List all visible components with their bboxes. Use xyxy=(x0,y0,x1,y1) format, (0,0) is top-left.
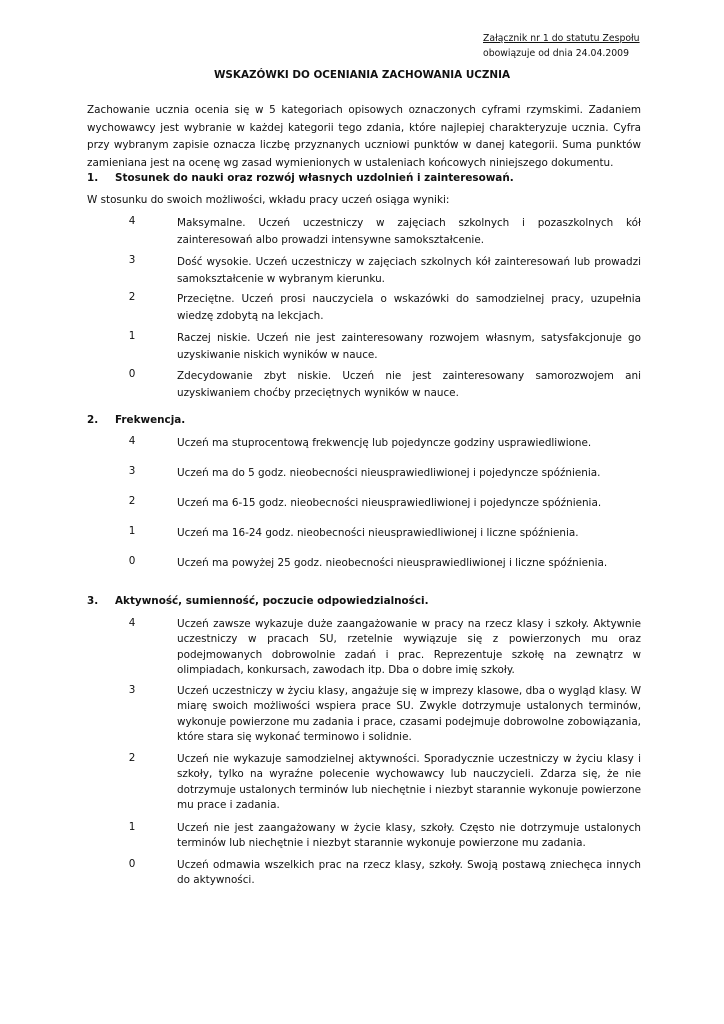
section-3-heading xyxy=(87,595,429,607)
points-value: 0 xyxy=(128,555,136,567)
criterion-text: Uczeń nie wykazuje samodzielnej aktywności. Sporadycznie uczestniczy w życiu klasy i szkoły, tylko na wyraźne polecenie wychowawcy lub nauczycieli. Zdarza się, że nie dotrzymuje ustalonych terminów lub niechętnie i niezbyt starannie wykonuje powierzone mu prace i zadania. xyxy=(177,753,641,811)
points-value: 4 xyxy=(128,617,136,629)
points-value: 3 xyxy=(128,465,136,477)
section-number: 2. xyxy=(87,414,99,426)
criterion-item xyxy=(87,752,641,813)
points-value: 1 xyxy=(128,821,136,833)
criterion-item xyxy=(87,435,641,452)
criterion-item xyxy=(87,291,641,325)
criterion-item xyxy=(87,684,641,745)
criterion-item xyxy=(87,215,641,249)
document-title: WSKAZÓWKI DO OCENIANIA ZACHOWANIA UCZNIA xyxy=(213,69,511,81)
attachment-line-2: obowiązuje od dnia 24.04.2009 xyxy=(483,48,629,59)
criterion-item xyxy=(87,821,641,852)
criterion-item xyxy=(87,555,641,572)
criterion-text: Uczeń ma stuprocentową frekwencję lub pojedyncze godziny usprawiedliwione. xyxy=(177,437,592,449)
criterion-text: Uczeń ma 6-15 godz. nieobecności nieusprawiedliwionej i pojedyncze spóźnienia. xyxy=(177,497,602,509)
criterion-item xyxy=(87,495,641,512)
criterion-text: Przeciętne. Uczeń prosi nauczyciela o wskazówki do samodzielnej pracy, uzupełnia wiedzę zdobytą na lekcjach. xyxy=(177,293,641,322)
criterion-item xyxy=(87,525,641,542)
section-2-heading xyxy=(87,414,185,426)
criterion-text: Maksymalne. Uczeń uczestniczy w zajęciach szkolnych i pozaszkolnych kół zainteresowań albo prowadzi intensywne samokształcenie. xyxy=(177,217,641,246)
criterion-item xyxy=(87,858,641,889)
section-1-lead: W stosunku do swoich możliwości, wkładu pracy uczeń osiąga wyniki: xyxy=(87,194,450,206)
points-value: 2 xyxy=(128,495,136,507)
points-value: 1 xyxy=(128,330,136,342)
criterion-text: Uczeń odmawia wszelkich prac na rzecz klasy, szkoły. Swoją postawą zniechęca innych do aktywności. xyxy=(177,859,641,887)
criterion-text: Uczeń uczestniczy w życiu klasy, angażuje się w imprezy klasowe, dba o wygląd klasy. W miarę swoich możliwości wspiera prace SU. Zwykle dotrzymuje ustalonych terminów, wykonuje powierzone mu zadania i prace, czasami podejmuje dobrowolne zobowiązania, które stara się wykonać terminowo i solidnie. xyxy=(177,685,641,743)
criterion-text: Uczeń nie jest zaangażowany w życie klasy, szkoły. Często nie dotrzymuje ustalonych terminów lub niechętnie i niezbyt starannie wykonuje powierzone mu zadania. xyxy=(177,822,641,850)
intro-paragraph: Zachowanie ucznia ocenia się w 5 kategoriach opisowych oznaczonych cyframi rzymskimi. Zadaniem wychowawcy jest wybranie w każdej kategorii tego zdania, które najlepiej charakteryzuje ucznia. Cyfra przy wybranym zapisie oznacza liczbę przyznanych uczniowi punktów w danej kategorii. Suma punktów zamieniana jest na ocenę wg zasad wymienionych w ustaleniach końcowych niniejszego dokumentu. xyxy=(87,104,641,170)
criterion-item xyxy=(87,330,641,364)
criterion-text: Uczeń ma 16-24 godz. nieobecności nieusprawiedliwionej i liczne spóźnienia. xyxy=(177,527,579,539)
points-value: 3 xyxy=(128,684,136,696)
criterion-item xyxy=(87,368,641,402)
criterion-text: Dość wysokie. Uczeń uczestniczy w zajęciach szkolnych kół zainteresowań lub prowadzi samokształcenie w wybranym kierunku. xyxy=(177,256,641,285)
section-number: 3. xyxy=(87,595,99,607)
attachment-note xyxy=(483,31,640,61)
criterion-text: Raczej niskie. Uczeń nie jest zainteresowany rozwojem własnym, satysfakcjonuje go uzyskiwanie niskich wyników w nauce. xyxy=(177,332,641,361)
section-1-heading xyxy=(87,172,514,184)
criterion-text: Uczeń zawsze wykazuje duże zaangażowanie w pracy na rzecz klasy i szkoły. Aktywnie uczestniczy w pracach SU, rzetelnie wywiązuje się z powierzonych mu oraz podejmowanych dobrowolnie zadań i prac. Reprezentuje szkołę na zewnątrz w olimpiadach, konkursach, zawodach itp. Dba o dobre imię szkoły. xyxy=(177,618,641,676)
points-value: 0 xyxy=(128,858,136,870)
criterion-text: Uczeń ma powyżej 25 godz. nieobecności nieusprawiedliwionej i liczne spóźnienia. xyxy=(177,557,608,569)
criterion-item xyxy=(87,617,641,678)
points-value: 4 xyxy=(128,215,136,227)
points-value: 2 xyxy=(128,752,136,764)
points-value: 2 xyxy=(128,291,136,303)
section-title: Frekwencja. xyxy=(115,414,186,426)
section-title: Aktywność, sumienność, poczucie odpowiedzialności. xyxy=(115,595,429,607)
points-value: 1 xyxy=(128,525,136,537)
criterion-item xyxy=(87,254,641,288)
section-title: Stosunek do nauki oraz rozwój własnych uzdolnień i zainteresowań. xyxy=(115,172,514,184)
attachment-line-1: Załącznik nr 1 do statutu Zespołu xyxy=(483,33,640,44)
points-value: 3 xyxy=(128,254,136,266)
points-value: 0 xyxy=(128,368,136,380)
criterion-text: Zdecydowanie zbyt niskie. Uczeń nie jest zainteresowany samorozwojem ani uzyskiwaniem choćby przeciętnych wyników w nauce. xyxy=(177,370,641,399)
points-value: 4 xyxy=(128,435,136,447)
section-number: 1. xyxy=(87,172,99,184)
criterion-item xyxy=(87,465,641,482)
criterion-text: Uczeń ma do 5 godz. nieobecności nieusprawiedliwionej i pojedyncze spóźnienia. xyxy=(177,467,601,479)
